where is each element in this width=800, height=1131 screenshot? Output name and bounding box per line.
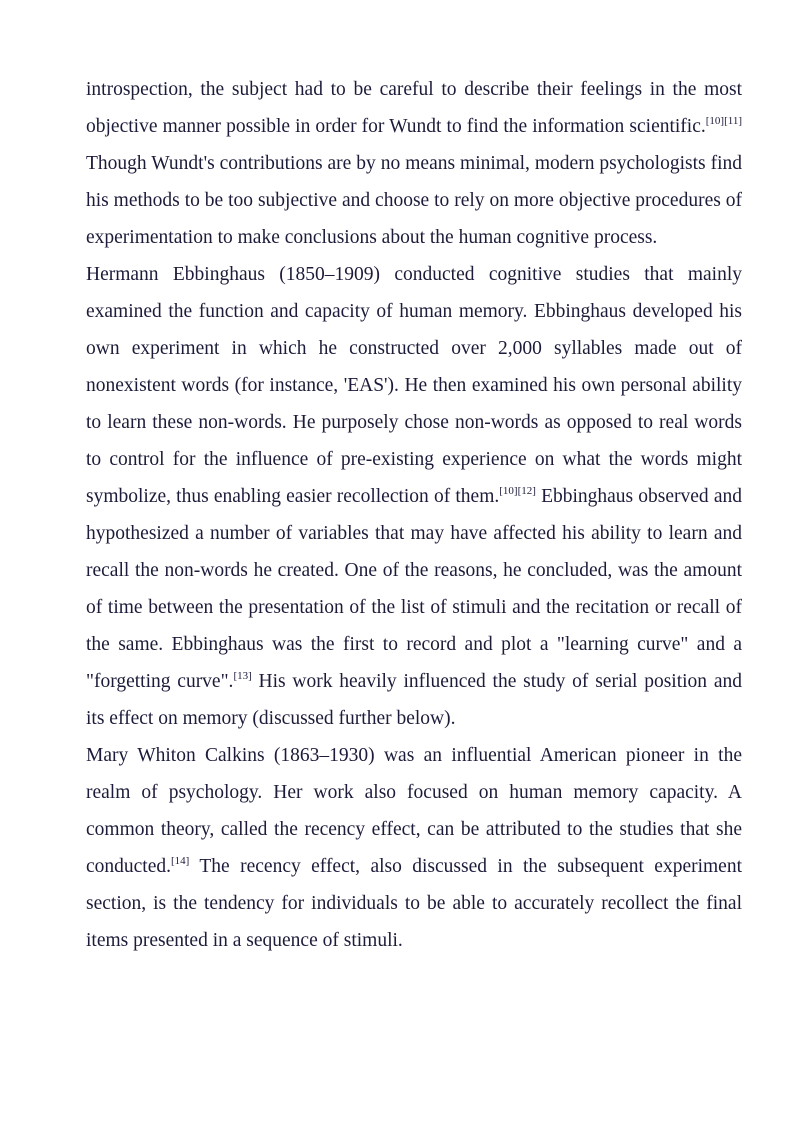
citation-ref[interactable]: [13] (233, 670, 252, 682)
citation-ref[interactable]: [10][12] (499, 485, 536, 497)
paragraph-text: The recency effect, also discussed in the subsequent experiment section, is the tendency for individuals to be able to accurately recollect the final items presented in a sequence of stimuli. (86, 856, 742, 951)
paragraph-text: Hermann Ebbinghaus (1850–1909) conducted cognitive studies that mainly examined the function and capacity of human memory. Ebbinghaus developed his own experiment in which he constructed over 2,000 syllables made out of nonexistent words (for instance, 'EAS'). He then examined his own personal ability to learn these non-words. He purposely chose non-words as opposed to real words to control for the influence of pre-existing experience on what the words might symbolize, thus enabling easier recollection of them. (86, 264, 742, 507)
body-text (86, 71, 742, 959)
citation-ref[interactable]: [10][11] (705, 115, 742, 127)
paragraph-wundt (86, 71, 742, 256)
citation-ref[interactable]: [14] (171, 855, 190, 867)
paragraph-calkins (86, 737, 742, 959)
paragraph-text: Ebbinghaus observed and hypothesized a number of variables that may have affected his ability to learn and recall the non-words he created. One of the reasons, he concluded, was the amount of time between the presentation of the list of stimuli and the recitation or recall of the same. Ebbinghaus was the first to record and plot a "learning curve" and a "forgetting curve". (86, 486, 743, 692)
paragraph-text: Though Wundt's contributions are by no means minimal, modern psychologists find his methods to be too subjective and choose to rely on more objective procedures of experimentation to make conclusions about the human cognitive process. (86, 153, 742, 248)
paragraph-text: His work heavily influenced the study of serial position and its effect on memory (discussed further below). (86, 671, 742, 729)
paragraph-ebbinghaus (86, 256, 742, 737)
paragraph-text: introspection, the subject had to be careful to describe their feelings in the most objective manner possible in order for Wundt to find the information scientific. (86, 79, 742, 137)
paragraph-text: Mary Whiton Calkins (1863–1930) was an influential American pioneer in the realm of psychology. Her work also focused on human memory capacity. A common theory, called the recency effect, can be attributed to the studies that she conducted. (86, 745, 742, 877)
